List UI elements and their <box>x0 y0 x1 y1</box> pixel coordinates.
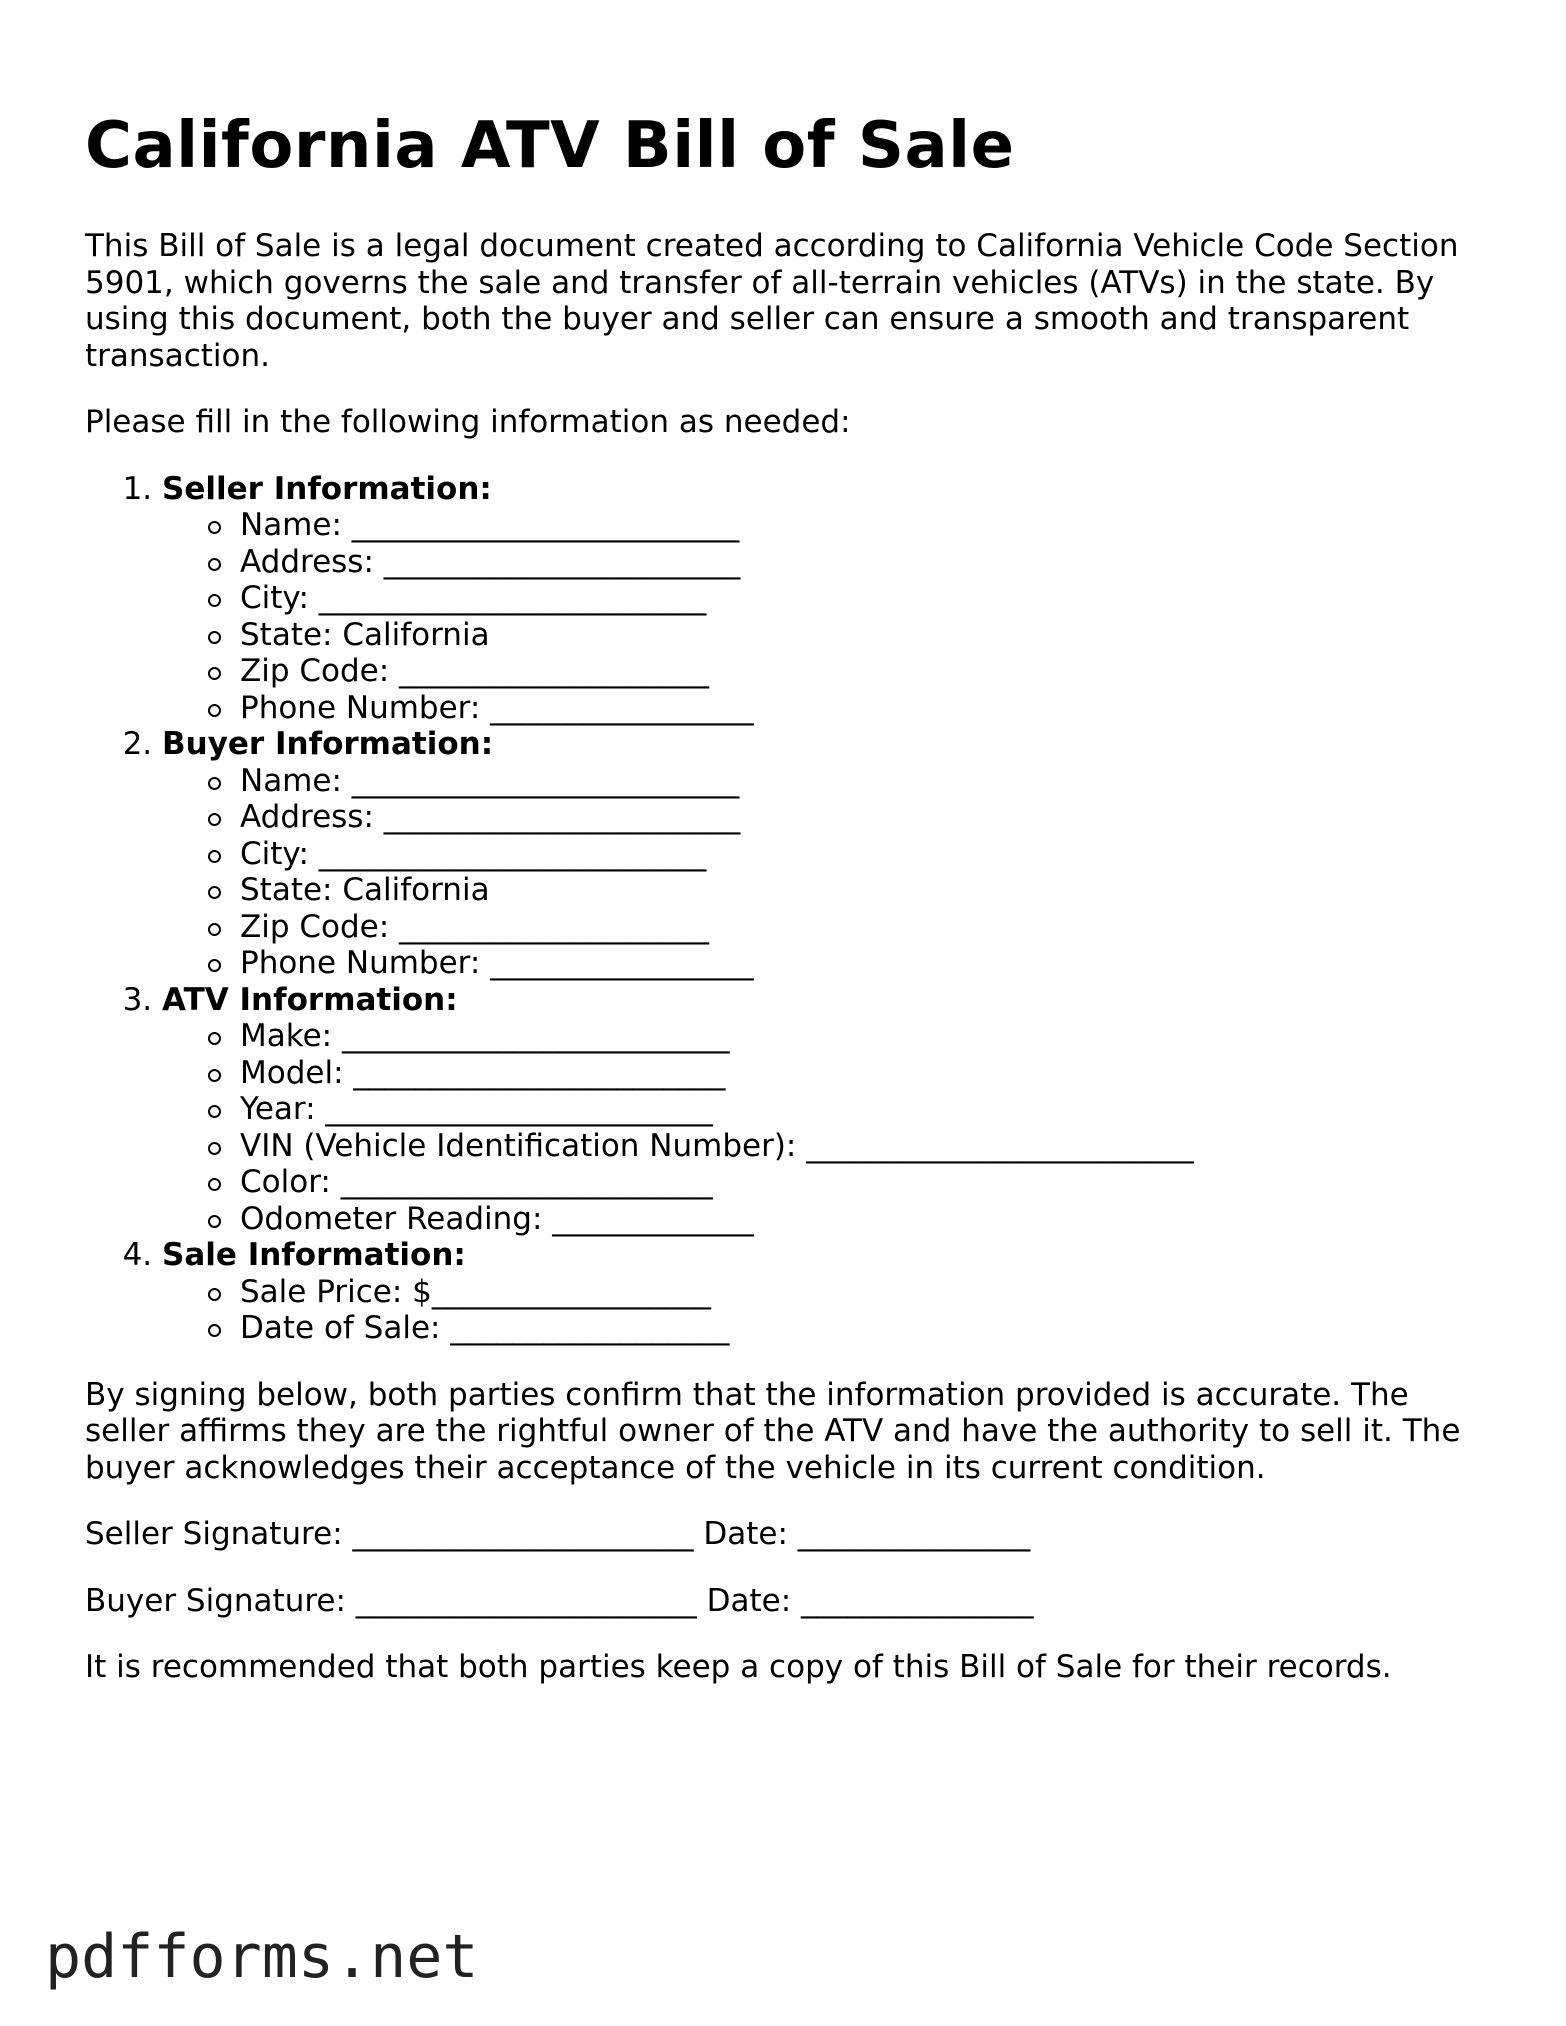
field-buyer-zip: Zip Code: ____________________ <box>240 909 1485 946</box>
field-atv-year: Year: _________________________ <box>240 1091 1485 1128</box>
recommendation-text: It is recommended that both parties keep a copy of this Bill of Sale for their records. <box>85 1649 1392 1685</box>
section-seller <box>162 471 1485 727</box>
field-seller-state: State: California <box>240 617 1485 654</box>
section-list <box>85 471 1485 1347</box>
field-buyer-address: Address: _______________________ <box>240 799 1485 836</box>
field-atv-model: Model: ________________________ <box>240 1055 1485 1092</box>
section-title: ATV Information: <box>162 981 458 1018</box>
section-atv <box>162 982 1485 1238</box>
field-list <box>162 507 1485 726</box>
field-seller-zip: Zip Code: ____________________ <box>240 653 1485 690</box>
closing-paragraph: By signing below, both parties confirm that the information provided is accurate. The seller affirms they are the rightful owner of the ATV and have the authority to sell it. The buyer acknowledges their acceptance of the vehicle in its current condition. <box>85 1376 1461 1486</box>
field-seller-name: Name: _________________________ <box>240 507 1485 544</box>
page-title: California ATV Bill of Sale <box>85 109 1015 183</box>
field-sale-date: Date of Sale: __________________ <box>240 1310 1485 1347</box>
field-buyer-phone: Phone Number: _________________ <box>240 945 1485 982</box>
section-buyer <box>162 726 1485 982</box>
section-title: Sale Information: <box>162 1237 466 1273</box>
footer-logo: pdfforms.net <box>45 1922 479 1992</box>
section-title: Seller Information: <box>162 470 492 507</box>
fill-prompt: Please fill in the following information as needed: <box>85 404 851 440</box>
buyer-signature-line: Buyer Signature: ______________________ Date: _______________ <box>85 1582 1034 1619</box>
field-sale-price: Sale Price: $__________________ <box>240 1274 1485 1311</box>
field-list <box>162 1018 1485 1237</box>
field-list <box>162 763 1485 982</box>
seller-signature-line: Seller Signature: ______________________ Date: _______________ <box>85 1516 1031 1552</box>
field-seller-phone: Phone Number: _________________ <box>240 690 1485 727</box>
section-title: Buyer Information: <box>162 726 494 762</box>
field-buyer-state: State: California <box>240 872 1485 909</box>
field-atv-odometer: Odometer Reading: _____________ <box>240 1201 1485 1238</box>
field-atv-color: Color: ________________________ <box>240 1164 1485 1201</box>
field-atv-vin: VIN (Vehicle Identification Number): _________________________ <box>240 1128 1485 1165</box>
field-buyer-city: City: _________________________ <box>240 836 1485 873</box>
field-list <box>162 1274 1485 1347</box>
document-page <box>85 0 1485 1686</box>
field-buyer-name: Name: _________________________ <box>240 763 1485 800</box>
field-seller-address: Address: _______________________ <box>240 544 1485 581</box>
field-seller-city: City: _________________________ <box>240 580 1485 617</box>
intro-paragraph: This Bill of Sale is a legal document created according to California Vehicle Code Section 5901, which governs the sale and transfer of all-terrain vehicles (ATVs) in the state. By using this document, both the buyer and seller can ensure a smooth and transparent transaction. <box>85 228 1459 374</box>
field-atv-make: Make: _________________________ <box>240 1018 1485 1055</box>
section-sale <box>162 1237 1485 1347</box>
